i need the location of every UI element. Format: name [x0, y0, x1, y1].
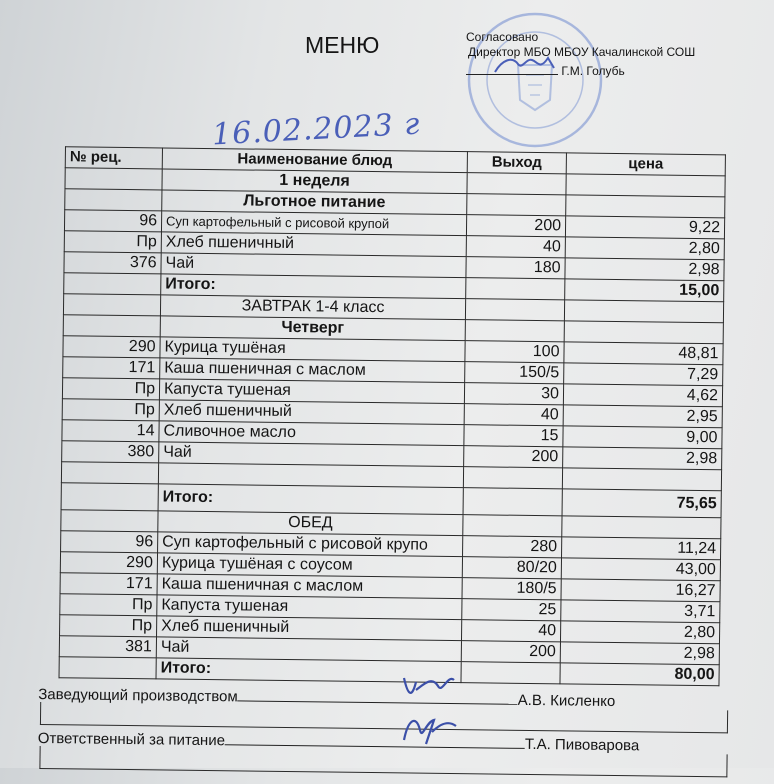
production-signature-icon: [398, 668, 458, 704]
table-row: 171 Каша пшеничная с маслом 150/5 7,29: [63, 357, 723, 386]
table-row: Пр Хлеб пшеничный 40 2,95: [62, 399, 722, 428]
menu-table: [58, 146, 725, 686]
week-label: 1 неделя: [162, 169, 467, 194]
table-row: Пр Капуста тушеная 30 4,62: [62, 378, 722, 407]
total-row: Итого: 15,00: [64, 273, 724, 302]
table-row: 380 Чай 200 2,98: [62, 441, 722, 470]
section-benefit: Льготное питание: [162, 190, 467, 215]
approval-label: Согласовано: [466, 30, 539, 44]
production-label: Заведующий производством: [38, 685, 238, 706]
approval-director: Директор МБО МБОУ Качалинской СОШ: [468, 45, 696, 59]
col-price: цена: [566, 153, 725, 176]
total-breakfast: 75,65: [562, 489, 721, 518]
col-recipe-no: № рец.: [65, 147, 162, 169]
nutrition-signature-icon: [396, 710, 460, 750]
nutrition-label: Ответственный за питание: [37, 729, 226, 750]
total-benefit: 15,00: [565, 279, 724, 302]
nutrition-name: Т.А. Пивоварова: [524, 735, 640, 755]
table-row: Пр Хлеб пшеничный 40 2,80: [64, 231, 724, 260]
page-title: МЕНЮ: [305, 32, 380, 58]
table-row: Пр Капуста тушеная 25 3,71: [60, 594, 720, 623]
table-row: 96 Суп картофельный с рисовой крупо 280 11,24: [61, 531, 721, 560]
section-breakfast: ЗАВТРАК 1-4 класс: [160, 295, 465, 320]
total-row: Итого: 75,65: [61, 483, 721, 518]
handwritten-date: 16.02.2023 г: [211, 106, 422, 153]
production-name: А.В. Кисленко: [517, 691, 616, 711]
total-lunch: 80,00: [560, 663, 719, 686]
table-row: 381 Чай 200 2,98: [59, 636, 719, 665]
total-row: Итого: 80,00: [59, 657, 719, 686]
section-lunch: ОБЕД: [158, 511, 463, 536]
day-label: Четверг: [160, 316, 465, 341]
approval-director-name: Г.М. Голубь: [561, 64, 625, 78]
table-row: 14 Сливочное масло 15 9,00: [62, 420, 722, 449]
col-dish-name: Наименование блюд: [162, 148, 467, 173]
menu-sheet: [37, 146, 735, 784]
table-row: 290 Курица тушёная с соусом 80/20 43,00: [60, 552, 720, 581]
table-row: 376 Чай 180 2,98: [64, 252, 724, 281]
table-row: 96 Суп картофельный с рисовой крупой 200 9,22: [64, 210, 724, 239]
table-row: 171 Каша пшеничная с маслом 180/5 16,27: [60, 573, 720, 602]
table-row: 290 Курица тушёная 100 48,81: [63, 336, 723, 365]
col-yield: Выход: [467, 152, 566, 174]
director-signature-icon: [490, 50, 560, 80]
table-row: Пр Хлеб пшеничный 40 2,80: [60, 615, 720, 644]
